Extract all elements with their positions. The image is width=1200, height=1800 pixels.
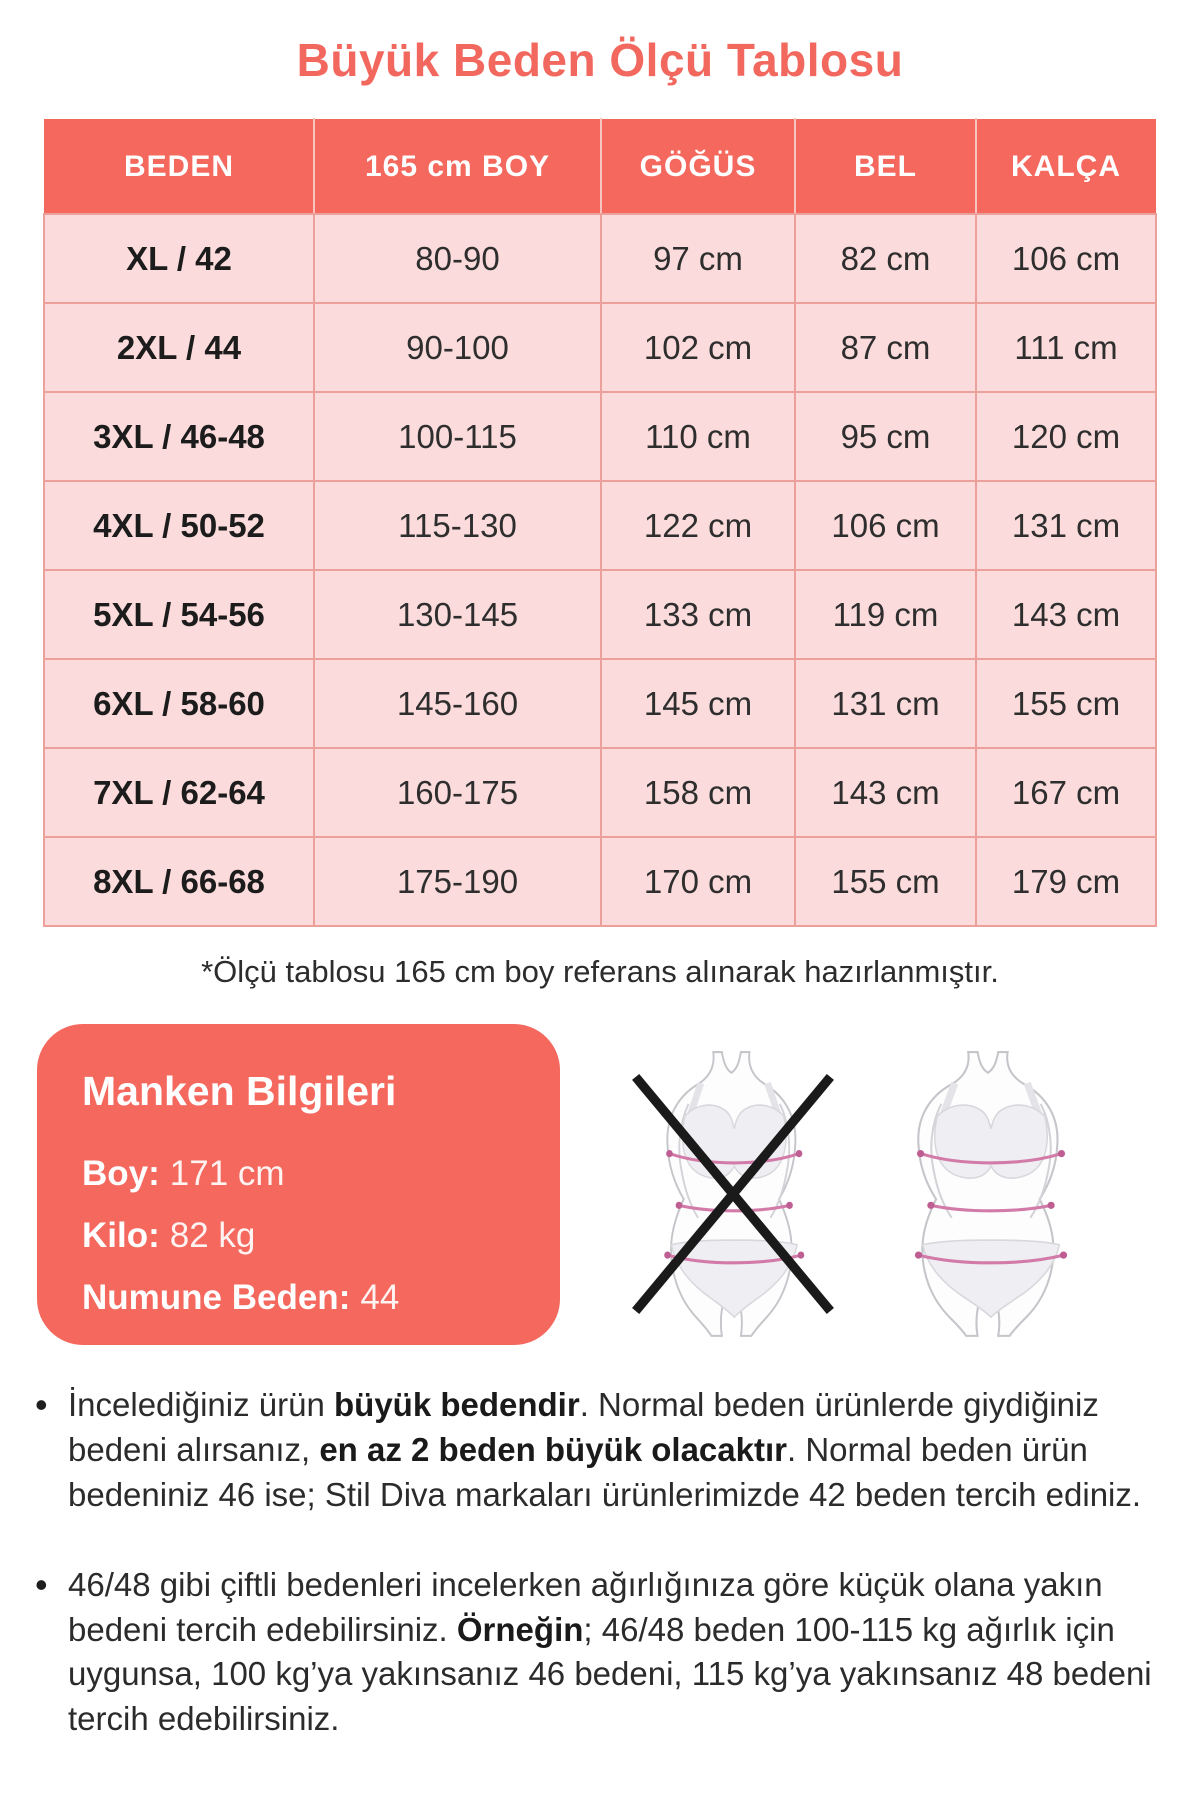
size-label-cell: 2XL / 44	[44, 303, 314, 392]
table-row	[44, 214, 1156, 303]
note-text: . Normal beden ürünlerde giydiğiniz bedeni alırsanız,	[68, 1386, 1099, 1468]
size-cell: 130-145	[314, 570, 601, 659]
size-cell: 133 cm	[601, 570, 795, 659]
size-cell: 131 cm	[795, 659, 976, 748]
note-item	[35, 1383, 1160, 1518]
model-sample-size-value: 44	[360, 1278, 400, 1317]
size-cell: 145 cm	[601, 659, 795, 748]
size-cell: 95 cm	[795, 392, 976, 481]
model-info-title: Manken Bilgileri	[82, 1068, 397, 1114]
model-weight-field	[82, 1205, 515, 1267]
note-text-bold: büyük bedendir	[334, 1386, 580, 1423]
column-header-kalca: KALÇA	[976, 119, 1156, 214]
size-cell: 145-160	[314, 659, 601, 748]
size-cell: 143 cm	[795, 748, 976, 837]
table-footnote: *Ölçü tablosu 165 cm boy referans alınarak hazırlanmıştır.	[201, 954, 999, 989]
model-info-box	[37, 1024, 560, 1345]
note-text-bold: Örneğin	[456, 1610, 584, 1648]
table-row	[44, 570, 1156, 659]
column-header-boy: 165 cm BOY	[314, 119, 601, 214]
size-cell: 111 cm	[976, 303, 1156, 392]
size-cell: 122 cm	[601, 481, 795, 570]
size-cell: 90-100	[314, 303, 601, 392]
size-cell: 106 cm	[976, 214, 1156, 303]
size-cell: 170 cm	[601, 837, 795, 926]
body-figures	[618, 1050, 1106, 1340]
table-row	[44, 659, 1156, 748]
size-cell: 179 cm	[976, 837, 1156, 926]
table-header-row	[44, 119, 1156, 214]
note-text: ; 46/48 beden 100-115 kg ağırlık için uygunsa, 100 kg’ya yakınsanız 46 bedeni, 115 kg’ya yakınsanız 48 bedeni tercih edebilirsiniz.	[68, 1610, 1152, 1738]
size-cell: 87 cm	[795, 303, 976, 392]
table-row	[44, 392, 1156, 481]
size-cell: 167 cm	[976, 748, 1156, 837]
notes-list	[35, 1383, 1160, 1742]
note-text: . Normal beden ürün bedeniniz 46 ise; Stil Diva markaları ürünlerimizde 42 beden tercih ediniz.	[68, 1430, 1142, 1513]
size-cell: 175-190	[314, 837, 601, 926]
model-height-field	[82, 1143, 515, 1205]
size-cell: 110 cm	[601, 392, 795, 481]
model-sample-size-label: Numune Beden:	[82, 1278, 351, 1317]
size-label-cell: XL / 42	[44, 214, 314, 303]
size-cell: 102 cm	[601, 303, 795, 392]
table-row	[44, 481, 1156, 570]
model-height-label: Boy:	[82, 1154, 160, 1193]
size-cell: 120 cm	[976, 392, 1156, 481]
size-label-cell: 3XL / 46-48	[44, 392, 314, 481]
note-text-bold: en az 2 beden büyük olacaktır	[319, 1430, 787, 1468]
column-header-bel: BEL	[795, 119, 976, 214]
note-text: 46/48 gibi çiftli bedenleri incelerken ağırlığınıza göre küçük olana yakın bedeni tercih edebilirsiniz.	[68, 1565, 1103, 1648]
size-label-cell: 4XL / 50-52	[44, 481, 314, 570]
measured-body-figure-icon	[876, 1050, 1106, 1340]
size-label-cell: 5XL / 54-56	[44, 570, 314, 659]
note-item	[35, 1563, 1160, 1743]
table-row	[44, 837, 1156, 926]
size-label-cell: 7XL / 62-64	[44, 748, 314, 837]
table-row	[44, 303, 1156, 392]
size-cell: 100-115	[314, 392, 601, 481]
size-cell: 155 cm	[795, 837, 976, 926]
size-cell: 106 cm	[795, 481, 976, 570]
model-info-section	[37, 1024, 1200, 1345]
model-height-value: 171 cm	[169, 1154, 285, 1193]
table-row	[44, 748, 1156, 837]
note-text: İncelediğiniz ürün	[68, 1386, 334, 1423]
size-cell: 155 cm	[976, 659, 1156, 748]
size-cell: 158 cm	[601, 748, 795, 837]
size-cell: 119 cm	[795, 570, 976, 659]
size-cell: 80-90	[314, 214, 601, 303]
size-cell: 97 cm	[601, 214, 795, 303]
size-cell: 82 cm	[795, 214, 976, 303]
model-sample-size-field	[82, 1267, 515, 1329]
size-table	[43, 118, 1157, 927]
size-label-cell: 6XL / 58-60	[44, 659, 314, 748]
size-cell: 131 cm	[976, 481, 1156, 570]
size-cell: 160-175	[314, 748, 601, 837]
size-cell: 115-130	[314, 481, 601, 570]
size-label-cell: 8XL / 66-68	[44, 837, 314, 926]
model-weight-label: Kilo:	[82, 1216, 160, 1255]
column-header-gogus: GÖĞÜS	[601, 119, 795, 214]
crossed-body-figure-icon	[618, 1050, 848, 1340]
column-header-beden: BEDEN	[44, 119, 314, 214]
size-cell: 143 cm	[976, 570, 1156, 659]
model-weight-value: 82 kg	[169, 1216, 256, 1255]
page-title: Büyük Beden Ölçü Tablosu	[296, 34, 904, 86]
